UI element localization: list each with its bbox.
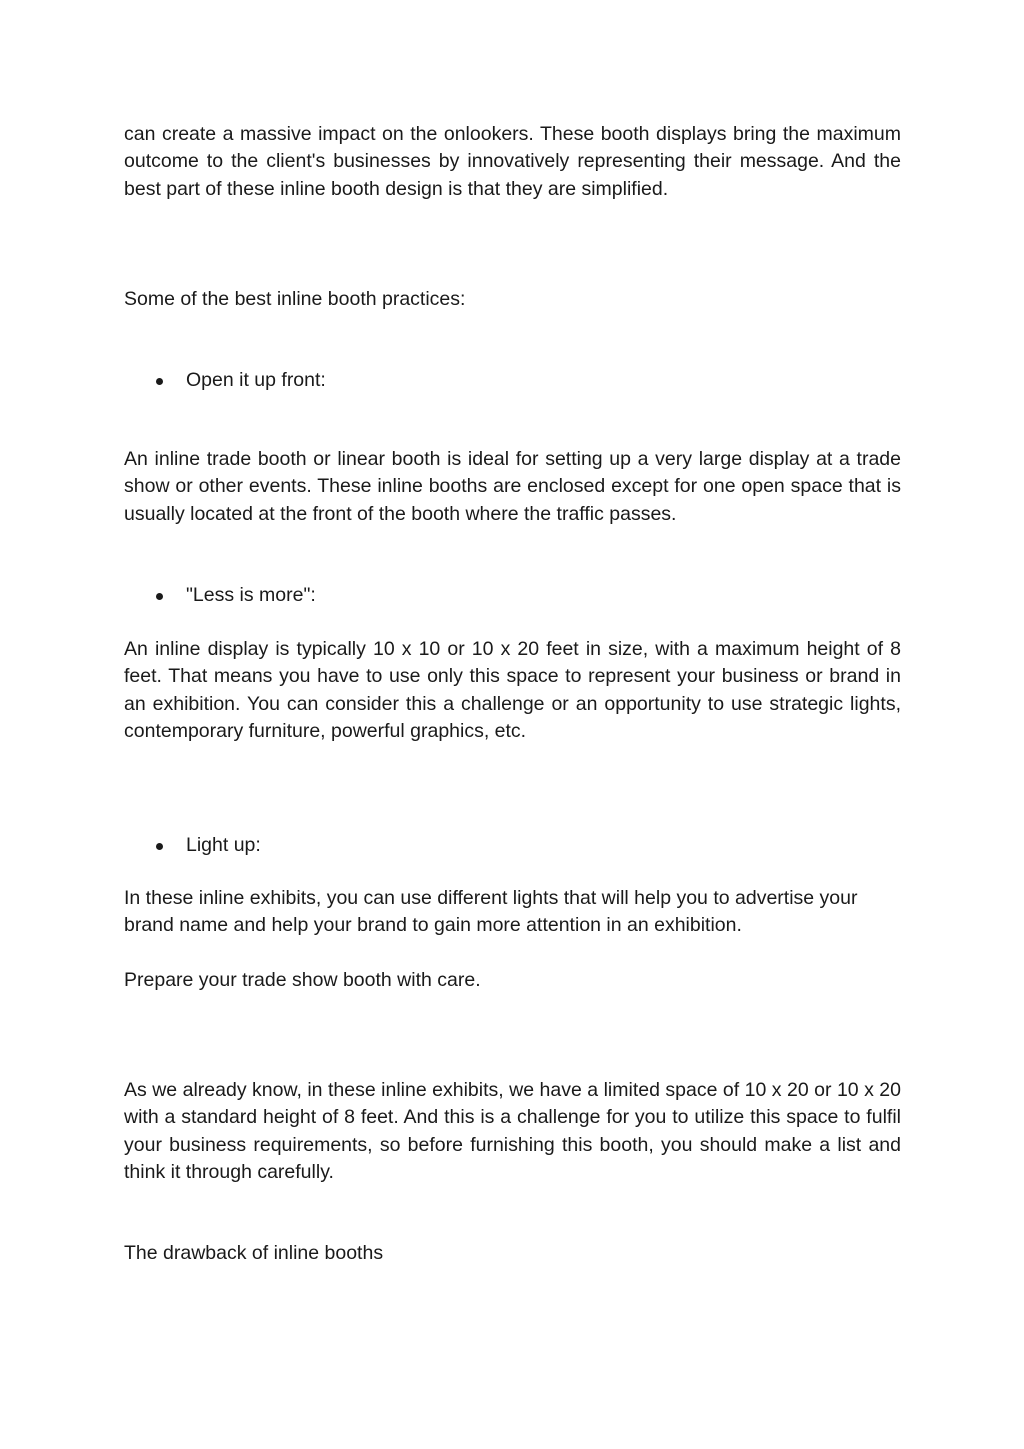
bullet-icon (156, 378, 163, 385)
prepare-paragraph: As we already know, in these inline exhibits, we have a limited space of 10 x 20 or 10 x 20 with a standard height of 8 feet. And this is a challenge for you to utilize this space to fulfil your business requirements, so before furnishing this booth, you should make a list and think it through carefully. (124, 1079, 901, 1183)
practices-heading: Some of the best inline booth practices: (124, 288, 466, 310)
prepare-heading: Prepare your trade show booth with care. (124, 969, 481, 991)
bullet-icon (156, 843, 163, 850)
bullet-label: Light up: (186, 834, 261, 856)
bullet-item-open-front (124, 367, 901, 395)
bullet-label: Open it up front: (186, 369, 326, 391)
intro-paragraph: can create a massive impact on the onlookers. These booth displays bring the maximum outcome to the client's businesses by innovatively representing their message. And the best part of these inline booth design is that they are simplified. (124, 123, 901, 200)
light-up-paragraph: In these inline exhibits, you can use different lights that will help you to advertise your brand name and help your brand to gain more attention in an exhibition. (124, 887, 858, 937)
bullet-icon (156, 593, 163, 600)
bullet-item-less-is-more (124, 582, 901, 610)
bullet-item-light-up (124, 832, 901, 860)
less-is-more-paragraph: An inline display is typically 10 x 10 or 10 x 20 feet in size, with a maximum height of 8 feet. That means you have to use only this space to represent your business or brand in an exhibition. You can consider this a challenge or an opportunity to use strategic lights, contemporary furniture, powerful graphics, etc. (124, 638, 901, 742)
open-front-paragraph: An inline trade booth or linear booth is ideal for setting up a very large display at a trade show or other events. These inline booths are enclosed except for one open space that is usually located at the front of the booth where the traffic passes. (124, 448, 901, 525)
bullet-label: "Less is more": (186, 584, 316, 606)
drawback-heading: The drawback of inline booths (124, 1242, 384, 1264)
